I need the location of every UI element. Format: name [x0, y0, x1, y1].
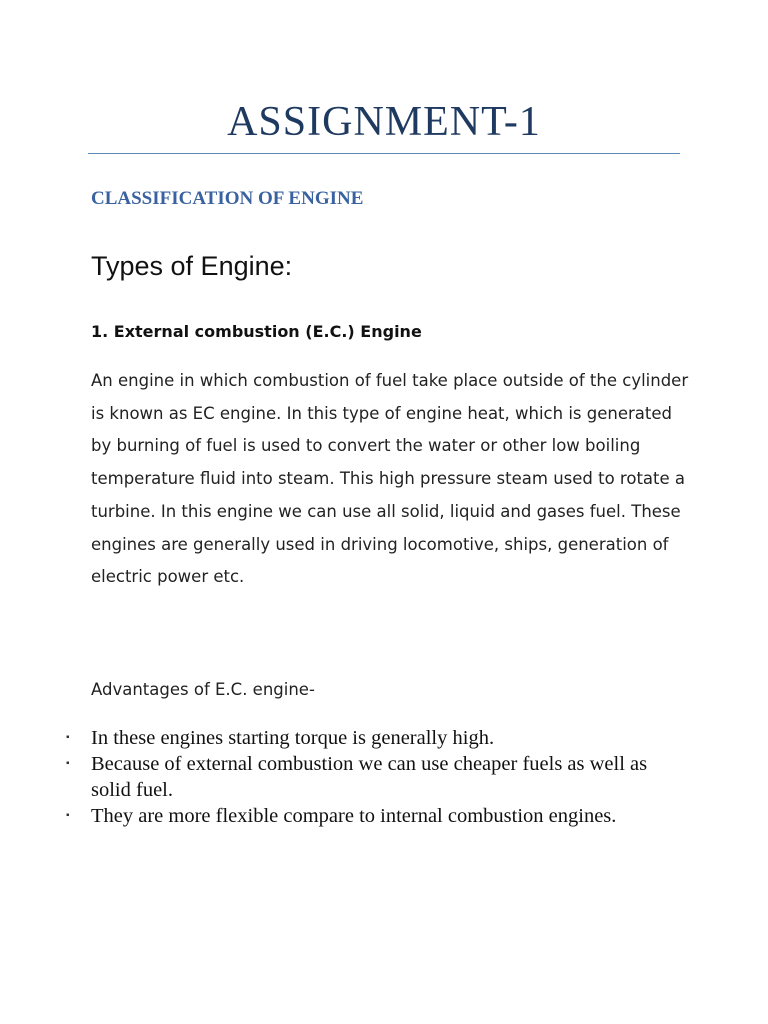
body-paragraph: An engine in which combustion of fuel take place outside of the cylinder is known as EC engine. In this type of engine heat, which is generated by burning of fuel is used to convert the water or other low boiling temperature fluid into steam. This high pressure steam used to rotate a turbine. In this engine we can use all solid, liquid and gases fuel. These engines are generally used in driving locomotive, ships, generation of electric power etc. — [91, 371, 689, 587]
document-title: ASSIGNMENT-1 — [227, 99, 541, 145]
square-bullet-icon: ▪ — [66, 732, 70, 743]
sub-heading: 1. External combustion (E.C.) Engine — [91, 322, 422, 341]
advantages-heading: Advantages of E.C. engine- — [91, 680, 315, 699]
section-heading: CLASSIFICATION OF ENGINE — [91, 188, 364, 209]
square-bullet-icon: ▪ — [66, 810, 70, 821]
list-item-text: Because of external combustion we can use cheaper fuels as well as solid fuel. — [91, 753, 648, 801]
types-heading: Types of Engine: — [91, 251, 293, 281]
list-item — [66, 725, 686, 751]
title-underline — [88, 153, 680, 154]
advantages-list — [66, 725, 686, 829]
square-bullet-icon: ▪ — [66, 758, 70, 769]
list-item-text: In these engines starting torque is generally high. — [91, 727, 495, 749]
list-item-text: They are more flexible compare to internal combustion engines. — [91, 805, 617, 827]
list-item — [66, 751, 686, 803]
list-item — [66, 803, 686, 829]
